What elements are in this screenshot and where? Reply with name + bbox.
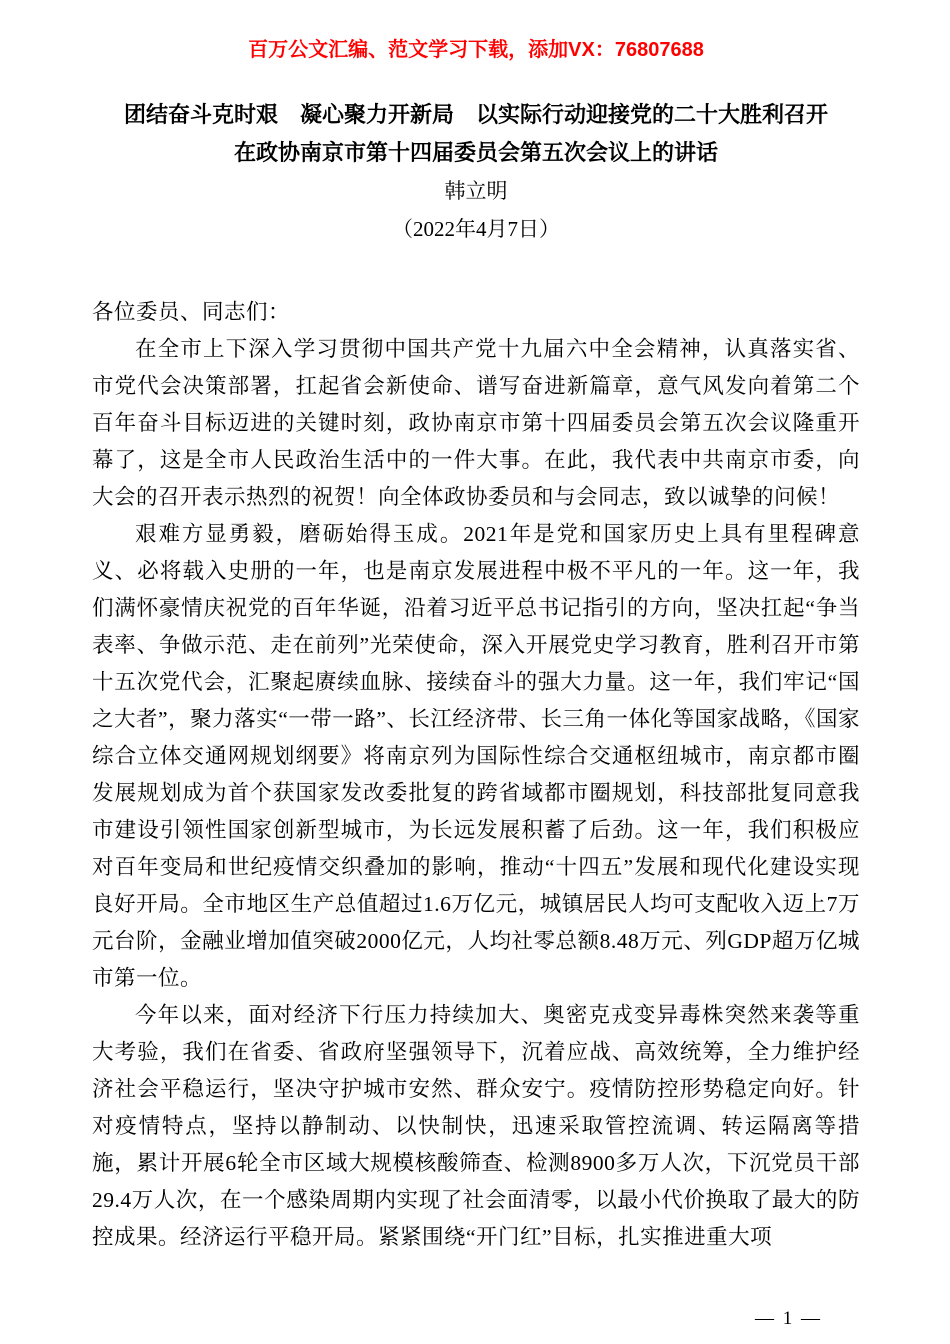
page-number: — 1 — — [755, 1308, 822, 1329]
header-notice: 百万公文汇编、范文学习下载，添加VX：76807688 — [248, 39, 704, 61]
paragraph-3: 今年以来，面对经济下行压力持续加大、奥密克戎变异毒株突然来袭等重大考验，我们在省委、省政府坚强领导下，沉着应战、高效统筹，全力维护经济社会平稳运行，坚决守护城市安然、群众安宁。疫情防控形势稳定向好。针对疫情特点，坚持以静制动、以快制快，迅速采取管控流调、转运隔离等措施，累计开展6轮全市区域大规模核酸筛查、检测8900多万人次，下沉党员干部29.4万人次，在一个感染周期内实现了社会面清零，以最小代价换取了最大的防控成果。经济运行平稳开局。紧紧围绕“开门红”目标，扎实推进重大项 — [92, 1003, 860, 1249]
paragraph-2: 艰难方显勇毅，磨砺始得玉成。2021年是党和国家历史上具有里程碑意义、必将载入史册的一年，也是南京发展进程中极不平凡的一年。这一年，我们满怀豪情庆祝党的百年华诞，沿着习近平总书记指引的方向，坚决扛起“争当表率、争做示范、走在前列”光荣使命，深入开展党史学习教育，胜利召开市第十五次党代会，汇聚起赓续血脉、接续奋斗的强大力量。这一年，我们牢记“国之大者”，聚力落实“一带一路”、长江经济带、长三角一体化等国家战略，《国家综合立体交通网规划纲要》将南京列为国际性综合交通枢纽城市，南京都市圈发展规划成为首个获国家发改委批复的跨省域都市圈规划，科技部批复同意我市建设引领性国家创新型城市，为长远发展积蓄了后劲。这一年，我们积极应对百年变局和世纪疫情交织叠加的影响，推动“十四五”发展和现代化建设实现良好开局。全市地区生产总值超过1.6万亿元，城镇居民人均可支配收入迈上7万元台阶，金融业增加值突破2000亿元，人均社零总额8.48万元、列GDP超万亿城市第一位。 — [92, 522, 860, 990]
salutation-line: 各位委员、同志们： — [92, 300, 291, 324]
document-title-line1: 团结奋斗克时艰 凝心聚力开新局 以实际行动迎接党的二十大胜利召开 — [123, 102, 828, 127]
author-name: 韩立明 — [444, 179, 508, 203]
document-title-line2: 在政协南京市第十四届委员会第五次会议上的讲话 — [233, 140, 718, 165]
paragraph-1: 在全市上下深入学习贯彻中国共产党十九届六中全会精神，认真落实省、市党代会决策部署，扛起省会新使命、谱写奋进新篇章，意气风发向着第二个百年奋斗目标迈进的关键时刻，政协南京市第十四届委员会第五次会议隆重开幕了，这是全市人民政治生活中的一件大事。在此，我代表中共南京市委，向大会的召开表示热烈的祝贺！向全体政协委员和与会同志，致以诚挚的问候！ — [92, 337, 860, 509]
document-body — [92, 294, 860, 1256]
document-date: （2022年4月7日） — [392, 217, 560, 241]
